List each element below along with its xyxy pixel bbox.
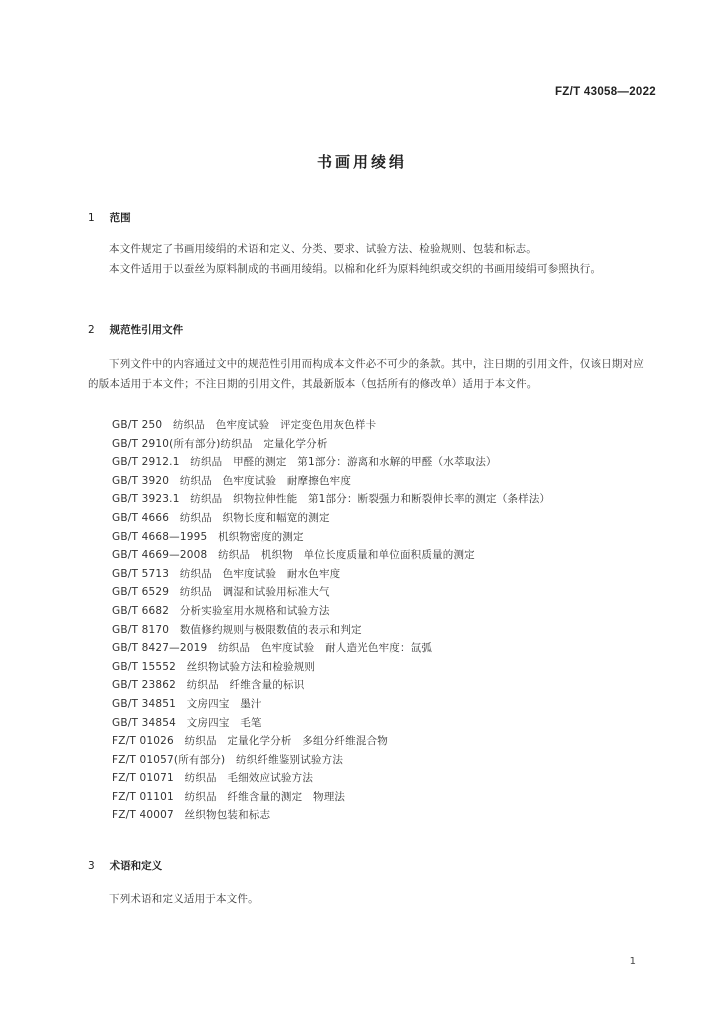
page-number: 1 [629,956,636,967]
reference-item: GB/T 34851 文房四宝 墨汁 [112,697,262,710]
reference-item: GB/T 8170 数值修约规则与极限数值的表示和判定 [112,623,362,636]
reference-item: FZ/T 01101 纺织品 纤维含量的测定 物理法 [112,790,346,803]
paragraph: 本文件规定了书画用绫绢的术语和定义、分类、要求、试验方法、检验规则、包装和标志。 [109,243,537,255]
reference-item: GB/T 34854 文房四宝 毛笔 [112,716,262,729]
section-1-heading [88,210,131,225]
reference-item: FZ/T 01071 纺织品 毛细效应试验方法 [112,772,314,785]
section-2-intro [88,354,654,394]
section-title: 术语和定义 [109,860,163,872]
reference-item: GB/T 3923.1 纺织品 织物拉伸性能 第1部分：断裂强力和断裂伸长率的测定（条样法） [112,493,551,506]
section-title: 规范性引用文件 [109,324,184,336]
reference-item: GB/T 8427—2019 纺织品 色牢度试验 耐人造光色牢度：氙弧 [112,642,433,655]
reference-item: FZ/T 40007 丝织物包装和标志 [112,809,271,822]
reference-item: GB/T 5713 纺织品 色牢度试验 耐水色牢度 [112,567,341,580]
section-1-body [88,239,654,279]
section-number: 3 [88,860,95,872]
reference-item: GB/T 15552 丝织物试验方法和检验规则 [112,660,316,673]
reference-item: GB/T 2910(所有部分)纺织品 定量化学分析 [112,437,328,450]
reference-list [112,416,550,825]
reference-item: GB/T 6682 分析实验室用水规格和试验方法 [112,604,330,617]
section-title: 范围 [109,212,131,224]
reference-item: GB/T 4666 纺织品 织物长度和幅宽的测定 [112,511,330,524]
paragraph: 下列术语和定义适用于本文件。 [109,893,259,905]
section-3-intro [88,889,654,909]
paragraph: 本文件适用于以蚕丝为原料制成的书画用绫绢。以棉和化纤为原料纯织或交织的书画用绫绢可参照执行。 [109,263,602,275]
section-number: 2 [88,324,95,336]
document-title: 书画用绫绢 [316,153,407,171]
reference-item: FZ/T 01057(所有部分) 纺织纤维鉴别试验方法 [112,753,344,766]
section-3-heading [88,858,162,873]
reference-item: GB/T 4668—1995 机织物密度的测定 [112,530,304,543]
reference-item: GB/T 23862 纺织品 纤维含量的标识 [112,679,305,692]
paragraph: 下列文件中的内容通过文中的规范性引用而构成本文件必不可少的条款。其中，注日期的引用文件，仅该日期对应的版本适用于本文件；不注日期的引用文件，其最新版本（包括所有的修改单）适用于本文件。 [88,358,644,390]
section-number: 1 [88,212,95,224]
reference-item: GB/T 250 纺织品 色牢度试验 评定变色用灰色样卡 [112,419,377,431]
reference-item: GB/T 6529 纺织品 调湿和试验用标准大气 [112,586,330,599]
reference-item: GB/T 2912.1 纺织品 甲醛的测定 第1部分：游离和水解的甲醛（水萃取法） [112,456,497,469]
standard-code: FZ/T 43058—2022 [554,86,656,98]
reference-item: FZ/T 01026 纺织品 定量化学分析 多组分纤维混合物 [112,735,388,748]
reference-item: GB/T 3920 纺织品 色牢度试验 耐摩擦色牢度 [112,474,352,487]
reference-item: GB/T 4669—2008 纺织品 机织物 单位长度质量和单位面积质量的测定 [112,549,475,562]
section-2-heading [88,322,183,337]
